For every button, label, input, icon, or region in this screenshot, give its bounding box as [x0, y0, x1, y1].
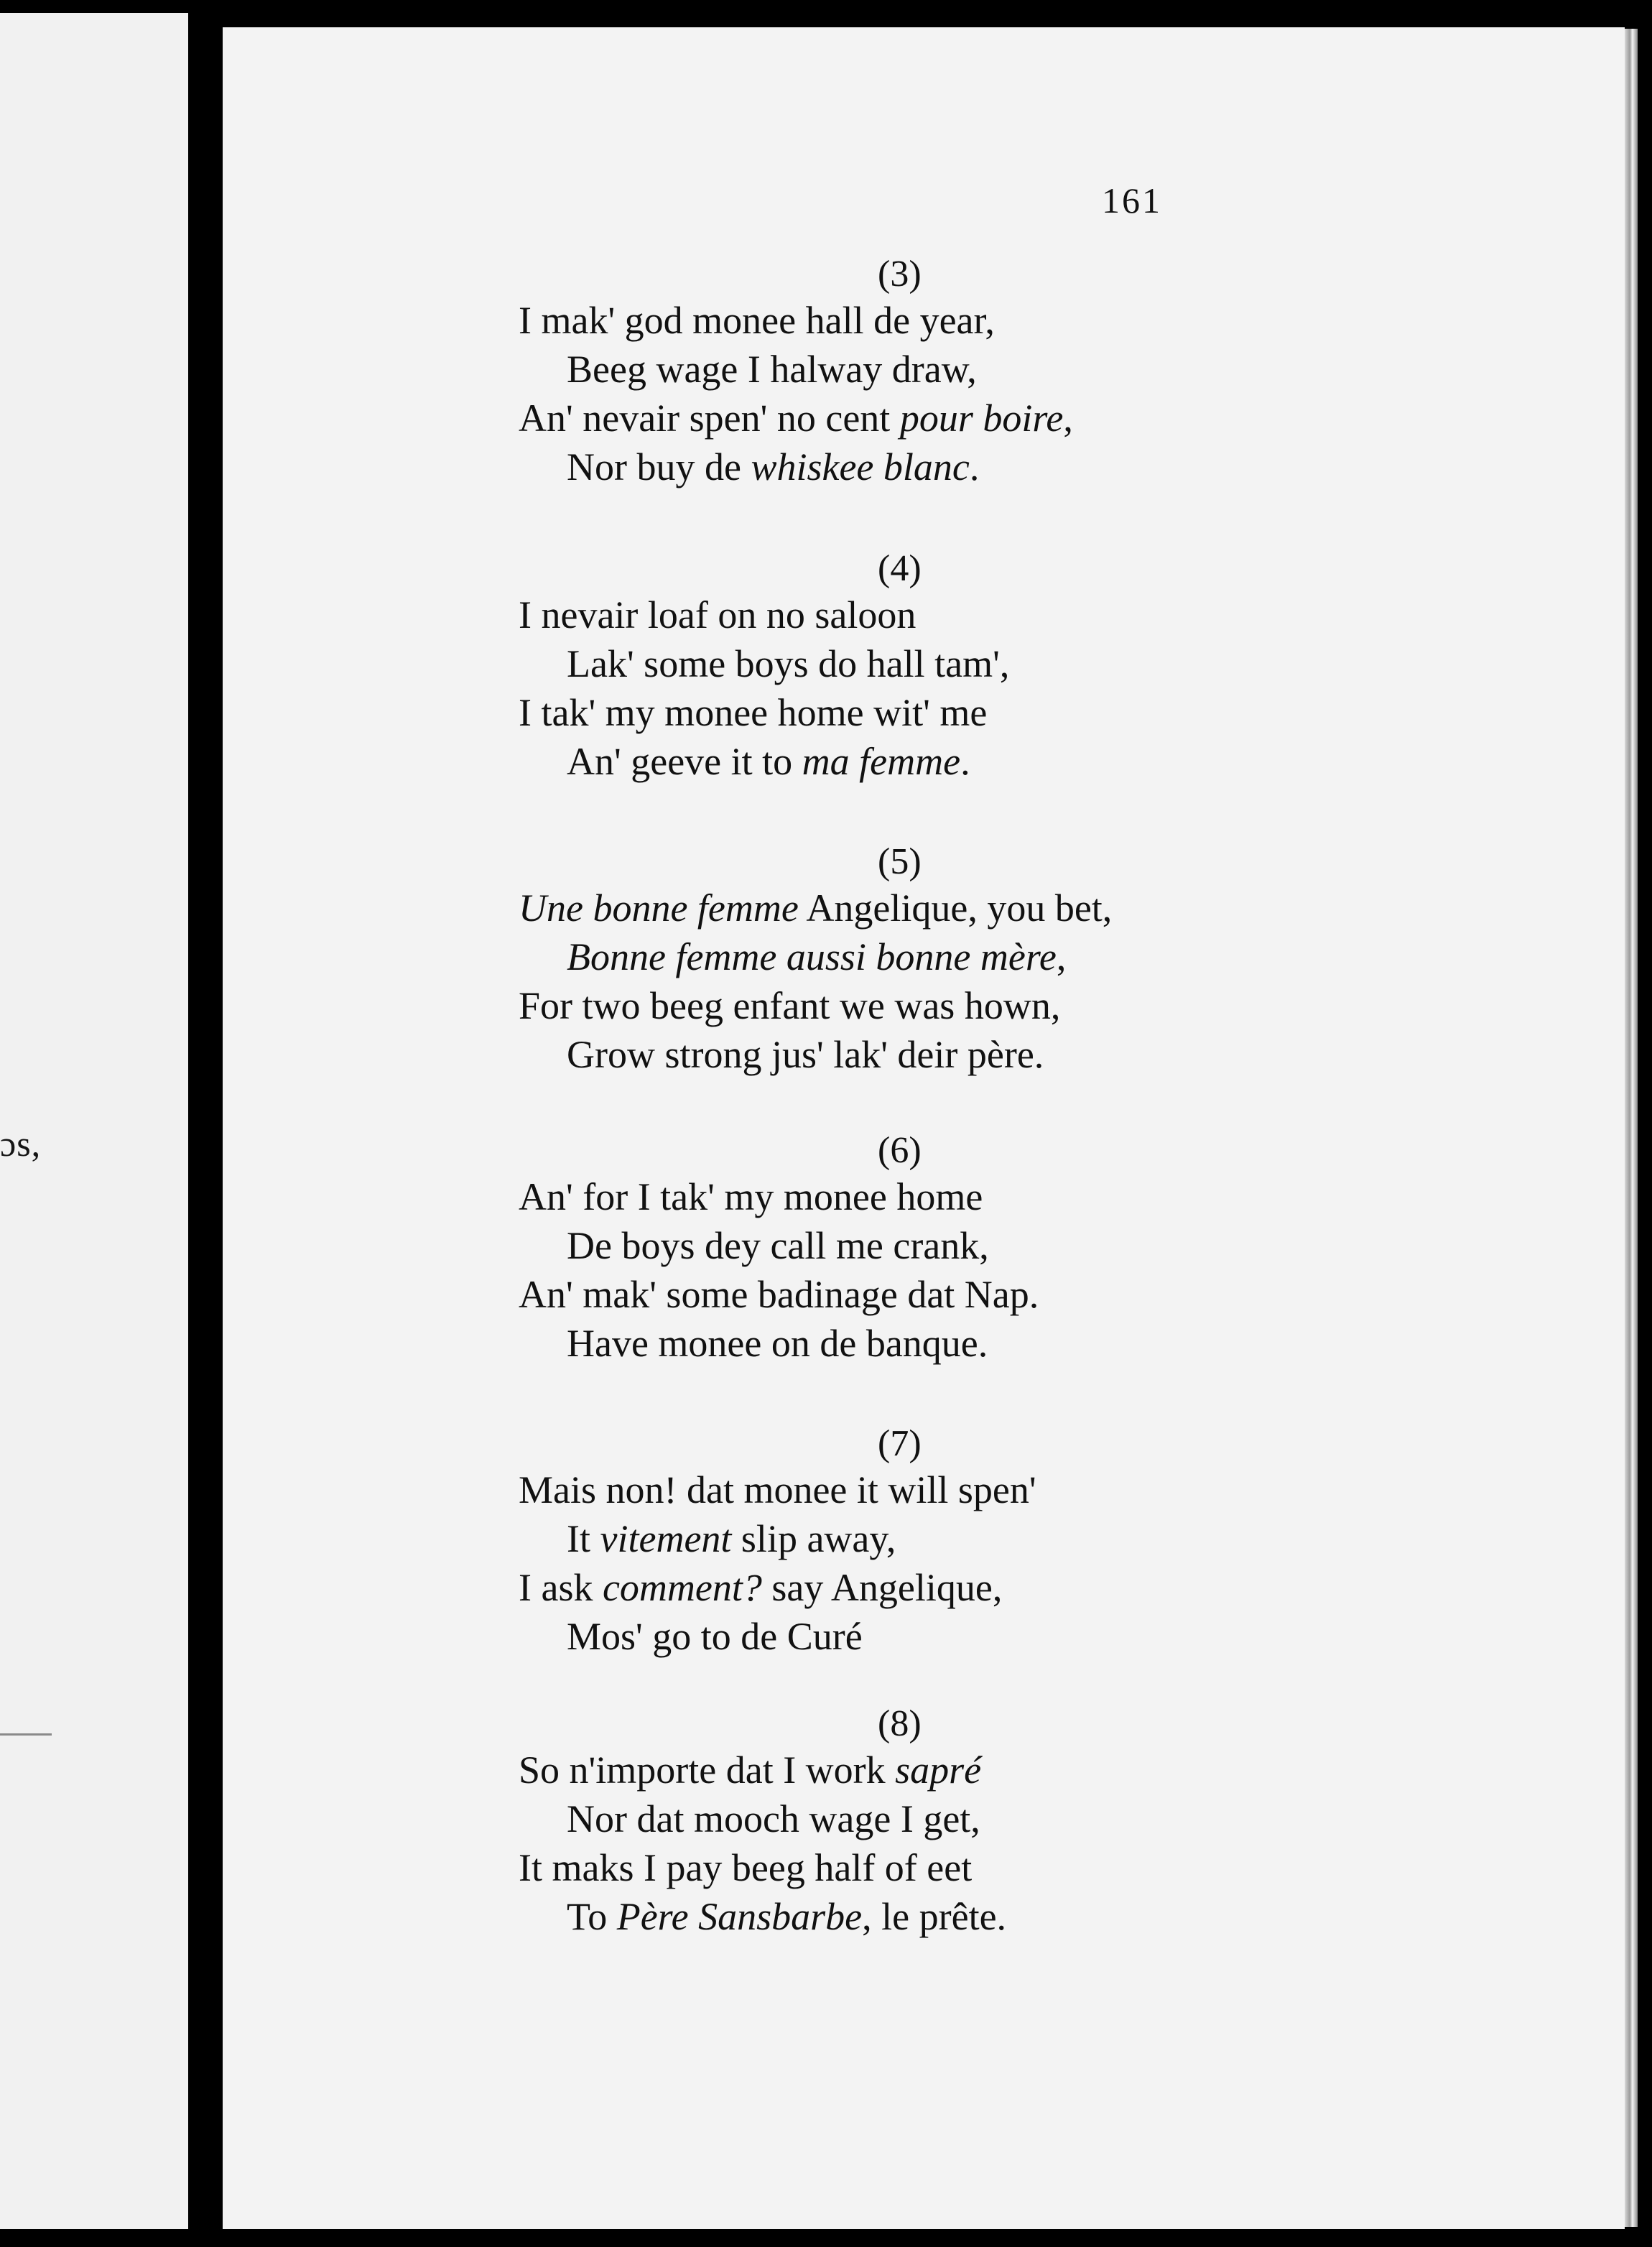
right-page: [223, 27, 1625, 2229]
line-text: .: [969, 445, 980, 488]
poem-line: [519, 1030, 1524, 1079]
poem-line: [519, 296, 1524, 345]
line-text: Have monee on de banque.: [567, 1322, 988, 1365]
poem-line: [519, 1843, 1524, 1892]
line-text: For two beeg enfant we was hown,: [519, 984, 1061, 1027]
left-facing-page: [0, 13, 188, 2229]
italic-phrase: vitement: [600, 1517, 732, 1560]
page-edge: [1625, 29, 1638, 2227]
poem-line: [519, 345, 1524, 394]
line-text: , le prête.: [862, 1895, 1007, 1938]
line-text: I tak' my monee home wit' me: [519, 691, 988, 734]
line-text: Beeg wage I halway draw,: [567, 348, 977, 391]
stanza: [519, 547, 1524, 786]
binding-gutter: [188, 0, 223, 2247]
left-page-rule: [0, 1733, 52, 1736]
line-text: slip away,: [731, 1517, 896, 1560]
page-number: 161: [1102, 180, 1162, 221]
stanza: [519, 1422, 1524, 1661]
line-text: Mos' go to de Curé: [567, 1615, 863, 1658]
poem-line: [519, 1270, 1524, 1319]
poem-line: [519, 1514, 1524, 1563]
poem-line: [519, 1563, 1524, 1612]
poem-line: [519, 1892, 1524, 1941]
stanza-number: (8): [878, 1703, 922, 1744]
stanza-number: (6): [878, 1130, 922, 1171]
poem-line: [519, 590, 1524, 639]
line-text: I ask: [519, 1566, 603, 1609]
stanza: [519, 840, 1524, 1079]
line-text: An' for I tak' my monee home: [519, 1175, 983, 1218]
poem-line: [519, 884, 1524, 932]
stanza: [519, 253, 1524, 491]
poem-line: [519, 1465, 1524, 1514]
line-text: Nor dat mooch wage I get,: [567, 1797, 980, 1840]
line-text: An' geeve it to: [567, 740, 802, 783]
line-text: So n'importe dat I work: [519, 1748, 896, 1792]
poem-line: [519, 1319, 1524, 1368]
italic-phrase: Père Sansbarbe: [616, 1895, 863, 1938]
line-text: Lak' some boys do hall tam',: [567, 642, 1010, 685]
line-text: To: [567, 1895, 617, 1938]
italic-phrase: sapré: [895, 1748, 982, 1792]
left-page-text-fragment: ɔs,: [0, 1124, 42, 1164]
stanza-number: (4): [878, 548, 922, 589]
italic-phrase: comment?: [602, 1566, 762, 1609]
line-text: An' mak' some badinage dat Nap.: [519, 1273, 1039, 1316]
line-text: It maks I pay beeg half of eet: [519, 1846, 973, 1889]
line-text: Angelique, you bet,: [798, 886, 1113, 930]
poem-line: [519, 932, 1524, 981]
line-text: Mais non! dat monee it will spen': [519, 1468, 1036, 1511]
line-text: I nevair loaf on no saloon: [519, 593, 917, 636]
line-text: De boys dey call me crank,: [567, 1224, 989, 1267]
stanza-number: (7): [878, 1423, 922, 1464]
italic-phrase: whiskee blanc: [751, 445, 970, 488]
poem-line: [519, 737, 1524, 786]
line-text: I mak' god monee hall de year,: [519, 299, 995, 342]
poem-line: [519, 688, 1524, 737]
poem-line: [519, 1612, 1524, 1661]
poem-line: [519, 1221, 1524, 1270]
stanza-number: (3): [878, 254, 922, 295]
poem-line: [519, 1172, 1524, 1221]
poem-line: [519, 639, 1524, 688]
line-text: Grow strong jus' lak' deir père.: [567, 1033, 1044, 1076]
italic-phrase: Bonne femme aussi bonne mère: [567, 935, 1057, 978]
stanza: [519, 1702, 1524, 1941]
stanza: [519, 1129, 1524, 1368]
stanza-number: (5): [878, 841, 922, 882]
italic-phrase: pour boire: [899, 397, 1064, 440]
line-text: An' nevair spen' no cent: [519, 397, 900, 440]
italic-phrase: ma femme: [802, 740, 961, 783]
italic-phrase: Une bonne femme: [519, 886, 799, 930]
line-text: It: [567, 1517, 600, 1560]
poem-line: [519, 394, 1524, 443]
line-text: ,: [1063, 397, 1073, 440]
line-text: say Angelique,: [761, 1566, 1003, 1609]
poem-line: [519, 1794, 1524, 1843]
poem-line: [519, 981, 1524, 1030]
line-text: ,: [1056, 935, 1067, 978]
line-text: Nor buy de: [567, 445, 751, 488]
poem-line: [519, 1746, 1524, 1794]
line-text: .: [960, 740, 970, 783]
poem-line: [519, 443, 1524, 491]
